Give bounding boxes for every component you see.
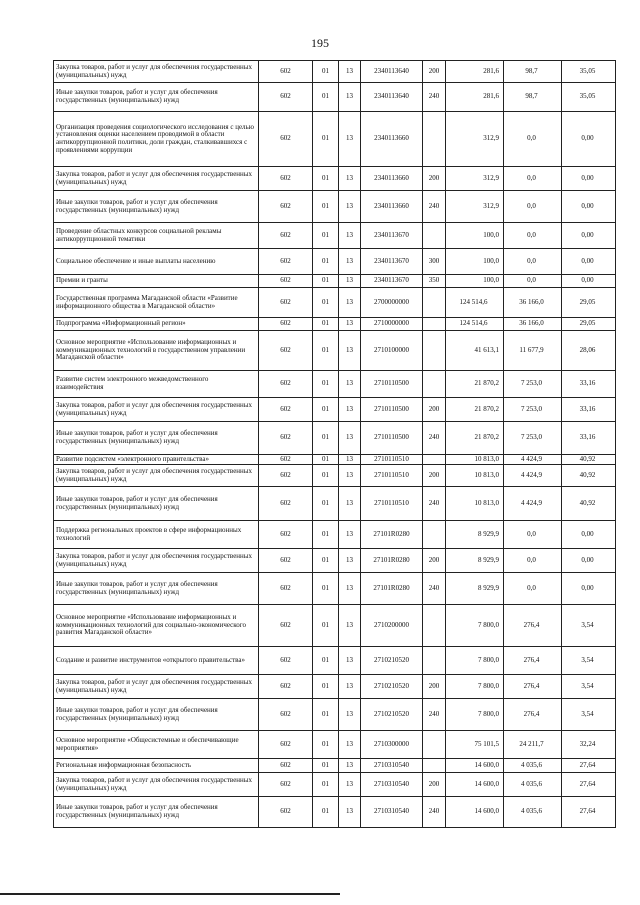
row-execution-percent: 0,00 [562, 249, 616, 275]
row-expense-type: 240 [423, 797, 446, 828]
row-section-code: 01 [313, 61, 339, 83]
row-actual-amount: 98,7 [504, 83, 562, 112]
row-ved-code: 602 [259, 605, 313, 647]
row-ved-code: 602 [259, 371, 313, 398]
row-section-code: 01 [313, 223, 339, 249]
row-section-code: 01 [313, 455, 339, 465]
row-target-article: 27101R0280 [361, 549, 423, 573]
row-target-article: 2710200000 [361, 605, 423, 647]
table-row [54, 521, 616, 549]
table-row [54, 455, 616, 465]
row-subsection-code: 13 [339, 759, 361, 773]
row-target-article: 2710210520 [361, 675, 423, 699]
row-plan-amount: 21 870,2 [446, 398, 504, 422]
row-target-article: 2340113660 [361, 167, 423, 191]
row-target-article: 2710310540 [361, 797, 423, 828]
row-section-code: 01 [313, 699, 339, 731]
row-execution-percent: 40,92 [562, 455, 616, 465]
row-ved-code: 602 [259, 759, 313, 773]
row-ved-code: 602 [259, 573, 313, 605]
row-actual-amount: 4 424,9 [504, 455, 562, 465]
row-expense-type: 200 [423, 167, 446, 191]
row-subsection-code: 13 [339, 288, 361, 318]
row-expense-type: 200 [423, 398, 446, 422]
row-actual-amount: 4 424,9 [504, 487, 562, 521]
row-target-article: 2710110510 [361, 455, 423, 465]
row-section-code: 01 [313, 605, 339, 647]
row-name: Закупка товаров, работ и услуг для обеспечения государственных (муниципальных) нужд [54, 398, 259, 422]
row-actual-amount: 0,0 [504, 521, 562, 549]
row-expense-type: 240 [423, 699, 446, 731]
table-row [54, 223, 616, 249]
row-name: Развитие систем электронного межведомственного взаимодействия [54, 371, 259, 398]
row-name: Развитие подсистем «электронного правительства» [54, 455, 259, 465]
row-execution-percent: 0,00 [562, 521, 616, 549]
row-name: Проведение областных конкурсов социальной рекламы антикоррупционной тематики [54, 223, 259, 249]
row-section-code: 01 [313, 112, 339, 167]
row-subsection-code: 13 [339, 249, 361, 275]
row-subsection-code: 13 [339, 647, 361, 675]
row-subsection-code: 13 [339, 487, 361, 521]
row-actual-amount: 0,0 [504, 275, 562, 288]
row-plan-amount: 100,0 [446, 275, 504, 288]
table-row [54, 371, 616, 398]
row-name: Иные закупки товаров, работ и услуг для обеспечения государственных (муниципальных) нужд [54, 699, 259, 731]
row-subsection-code: 13 [339, 83, 361, 112]
row-execution-percent: 0,00 [562, 275, 616, 288]
row-section-code: 01 [313, 371, 339, 398]
row-execution-percent: 0,00 [562, 167, 616, 191]
row-actual-amount: 7 253,0 [504, 371, 562, 398]
row-ved-code: 602 [259, 731, 313, 759]
row-ved-code: 602 [259, 318, 313, 331]
row-actual-amount: 0,0 [504, 573, 562, 605]
table-row [54, 318, 616, 331]
row-subsection-code: 13 [339, 797, 361, 828]
row-name: Закупка товаров, работ и услуг для обеспечения государственных (муниципальных) нужд [54, 773, 259, 797]
row-plan-amount: 8 929,9 [446, 573, 504, 605]
row-target-article: 2340113660 [361, 112, 423, 167]
row-plan-amount: 124 514,6 [446, 318, 504, 331]
row-expense-type: 240 [423, 422, 446, 455]
row-name: Основное мероприятие «Общесистемные и обеспечивающие мероприятия» [54, 731, 259, 759]
row-ved-code: 602 [259, 699, 313, 731]
row-plan-amount: 10 813,0 [446, 465, 504, 487]
row-target-article: 27101R0280 [361, 573, 423, 605]
row-target-article: 2710110510 [361, 465, 423, 487]
row-actual-amount: 0,0 [504, 112, 562, 167]
row-plan-amount: 7 800,0 [446, 605, 504, 647]
row-ved-code: 602 [259, 487, 313, 521]
row-target-article: 2340113660 [361, 191, 423, 223]
table-row [54, 61, 616, 83]
row-actual-amount: 276,4 [504, 699, 562, 731]
row-actual-amount: 36 166,0 [504, 318, 562, 331]
row-name: Иные закупки товаров, работ и услуг для обеспечения государственных (муниципальных) нужд [54, 797, 259, 828]
row-subsection-code: 13 [339, 465, 361, 487]
row-ved-code: 602 [259, 398, 313, 422]
row-name: Иные закупки товаров, работ и услуг для обеспечения государственных (муниципальных) нужд [54, 83, 259, 112]
row-section-code: 01 [313, 647, 339, 675]
row-actual-amount: 276,4 [504, 647, 562, 675]
row-target-article: 2710210520 [361, 699, 423, 731]
row-name: Государственная программа Магаданской области «Развитие информационного общества в Магаданской области» [54, 288, 259, 318]
row-name: Закупка товаров, работ и услуг для обеспечения государственных (муниципальных) нужд [54, 549, 259, 573]
page-number: 195 [311, 36, 329, 50]
row-subsection-code: 13 [339, 318, 361, 331]
row-expense-type [423, 759, 446, 773]
row-execution-percent: 0,00 [562, 573, 616, 605]
row-target-article: 2710310540 [361, 759, 423, 773]
table-row [54, 112, 616, 167]
row-target-article: 2710110510 [361, 487, 423, 521]
row-subsection-code: 13 [339, 398, 361, 422]
row-expense-type [423, 288, 446, 318]
row-plan-amount: 7 800,0 [446, 647, 504, 675]
row-execution-percent: 40,92 [562, 487, 616, 521]
budget-table [53, 60, 616, 828]
row-ved-code: 602 [259, 773, 313, 797]
row-actual-amount: 276,4 [504, 675, 562, 699]
row-plan-amount: 10 813,0 [446, 455, 504, 465]
table-row [54, 759, 616, 773]
row-actual-amount: 98,7 [504, 61, 562, 83]
row-subsection-code: 13 [339, 549, 361, 573]
row-section-code: 01 [313, 675, 339, 699]
row-name: Организация проведения социологического исследования с целью установления оценки населением проводимой в области антикоррупционной политики, доли граждан, сталкивавшихся с проявлениями коррупции [54, 112, 259, 167]
row-section-code: 01 [313, 773, 339, 797]
row-execution-percent: 29,05 [562, 288, 616, 318]
row-subsection-code: 13 [339, 167, 361, 191]
row-ved-code: 602 [259, 465, 313, 487]
row-ved-code: 602 [259, 167, 313, 191]
row-expense-type [423, 605, 446, 647]
row-expense-type: 240 [423, 487, 446, 521]
row-actual-amount: 7 253,0 [504, 398, 562, 422]
table-row [54, 731, 616, 759]
row-section-code: 01 [313, 275, 339, 288]
row-name: Создание и развитие инструментов «открытого правительства» [54, 647, 259, 675]
table-row [54, 605, 616, 647]
row-expense-type [423, 331, 446, 371]
row-ved-code: 602 [259, 331, 313, 371]
row-section-code: 01 [313, 167, 339, 191]
row-execution-percent: 35,05 [562, 61, 616, 83]
row-execution-percent: 0,00 [562, 549, 616, 573]
row-ved-code: 602 [259, 521, 313, 549]
row-section-code: 01 [313, 759, 339, 773]
row-name: Закупка товаров, работ и услуг для обеспечения государственных (муниципальных) нужд [54, 61, 259, 83]
row-expense-type [423, 647, 446, 675]
row-execution-percent: 32,24 [562, 731, 616, 759]
row-expense-type [423, 112, 446, 167]
row-expense-type [423, 371, 446, 398]
row-name: Основное мероприятие «Использование информационных и коммуникационных технологий в государственном управлении Магаданской области» [54, 331, 259, 371]
row-plan-amount: 312,9 [446, 167, 504, 191]
row-ved-code: 602 [259, 112, 313, 167]
row-ved-code: 602 [259, 675, 313, 699]
row-execution-percent: 0,00 [562, 191, 616, 223]
row-subsection-code: 13 [339, 223, 361, 249]
row-section-code: 01 [313, 521, 339, 549]
row-plan-amount: 312,9 [446, 191, 504, 223]
row-section-code: 01 [313, 249, 339, 275]
row-plan-amount: 7 800,0 [446, 675, 504, 699]
row-target-article: 2710300000 [361, 731, 423, 759]
row-target-article: 2710000000 [361, 318, 423, 331]
row-actual-amount: 4 035,6 [504, 797, 562, 828]
row-expense-type: 200 [423, 465, 446, 487]
row-plan-amount: 21 870,2 [446, 422, 504, 455]
row-plan-amount: 14 600,0 [446, 759, 504, 773]
row-plan-amount: 7 800,0 [446, 699, 504, 731]
row-actual-amount: 4 035,6 [504, 773, 562, 797]
row-target-article: 27101R0280 [361, 521, 423, 549]
row-expense-type: 350 [423, 275, 446, 288]
row-subsection-code: 13 [339, 61, 361, 83]
row-actual-amount: 276,4 [504, 605, 562, 647]
row-target-article: 2710110500 [361, 422, 423, 455]
row-execution-percent: 33,16 [562, 422, 616, 455]
row-subsection-code: 13 [339, 675, 361, 699]
row-subsection-code: 13 [339, 422, 361, 455]
row-name: Иные закупки товаров, работ и услуг для обеспечения государственных (муниципальных) нужд [54, 487, 259, 521]
row-name: Социальное обеспечение и иные выплаты населению [54, 249, 259, 275]
row-plan-amount: 14 600,0 [446, 797, 504, 828]
row-target-article: 2340113640 [361, 61, 423, 83]
row-plan-amount: 14 600,0 [446, 773, 504, 797]
row-subsection-code: 13 [339, 371, 361, 398]
row-actual-amount: 0,0 [504, 223, 562, 249]
row-section-code: 01 [313, 422, 339, 455]
table-row [54, 275, 616, 288]
row-ved-code: 602 [259, 549, 313, 573]
row-subsection-code: 13 [339, 191, 361, 223]
row-target-article: 2710310540 [361, 773, 423, 797]
row-name: Поддержка региональных проектов в сфере информационных технологий [54, 521, 259, 549]
row-subsection-code: 13 [339, 275, 361, 288]
row-target-article: 2710110500 [361, 371, 423, 398]
row-expense-type [423, 223, 446, 249]
row-actual-amount: 0,0 [504, 249, 562, 275]
row-plan-amount: 100,0 [446, 249, 504, 275]
row-expense-type: 200 [423, 61, 446, 83]
table-row [54, 167, 616, 191]
row-expense-type: 200 [423, 675, 446, 699]
row-plan-amount: 100,0 [446, 223, 504, 249]
table-row [54, 797, 616, 828]
row-subsection-code: 13 [339, 331, 361, 371]
row-ved-code: 602 [259, 249, 313, 275]
row-expense-type [423, 318, 446, 331]
row-section-code: 01 [313, 465, 339, 487]
row-expense-type: 300 [423, 249, 446, 275]
row-target-article: 2710210520 [361, 647, 423, 675]
row-section-code: 01 [313, 83, 339, 112]
row-plan-amount: 21 870,2 [446, 371, 504, 398]
table-row [54, 422, 616, 455]
row-plan-amount: 8 929,9 [446, 549, 504, 573]
table-row [54, 465, 616, 487]
row-execution-percent: 40,92 [562, 465, 616, 487]
row-ved-code: 602 [259, 275, 313, 288]
table-row [54, 191, 616, 223]
row-target-article: 2710110500 [361, 398, 423, 422]
row-execution-percent: 0,00 [562, 112, 616, 167]
bottom-rule [0, 893, 340, 895]
row-target-article: 2710100000 [361, 331, 423, 371]
row-section-code: 01 [313, 549, 339, 573]
row-ved-code: 602 [259, 61, 313, 83]
row-name: Региональная информационная безопасность [54, 759, 259, 773]
row-ved-code: 602 [259, 455, 313, 465]
row-execution-percent: 3,54 [562, 699, 616, 731]
table-row [54, 699, 616, 731]
row-ved-code: 602 [259, 83, 313, 112]
row-expense-type: 200 [423, 549, 446, 573]
row-name: Премии и гранты [54, 275, 259, 288]
budget-table-body [54, 61, 616, 828]
table-row [54, 549, 616, 573]
row-section-code: 01 [313, 318, 339, 331]
table-row [54, 288, 616, 318]
row-ved-code: 602 [259, 288, 313, 318]
row-plan-amount: 8 929,9 [446, 521, 504, 549]
row-section-code: 01 [313, 731, 339, 759]
row-expense-type: 240 [423, 573, 446, 605]
row-section-code: 01 [313, 573, 339, 605]
row-section-code: 01 [313, 331, 339, 371]
row-ved-code: 602 [259, 797, 313, 828]
row-name: Закупка товаров, работ и услуг для обеспечения государственных (муниципальных) нужд [54, 465, 259, 487]
row-actual-amount: 24 211,7 [504, 731, 562, 759]
row-target-article: 2700000000 [361, 288, 423, 318]
row-section-code: 01 [313, 487, 339, 521]
row-expense-type [423, 731, 446, 759]
row-expense-type: 200 [423, 773, 446, 797]
row-subsection-code: 13 [339, 699, 361, 731]
row-actual-amount: 0,0 [504, 191, 562, 223]
row-expense-type: 240 [423, 83, 446, 112]
row-target-article: 2340113640 [361, 83, 423, 112]
row-subsection-code: 13 [339, 731, 361, 759]
row-execution-percent: 33,16 [562, 371, 616, 398]
row-name: Иные закупки товаров, работ и услуг для обеспечения государственных (муниципальных) нужд [54, 191, 259, 223]
row-target-article: 2340113670 [361, 275, 423, 288]
table-row [54, 83, 616, 112]
table-row [54, 249, 616, 275]
row-section-code: 01 [313, 288, 339, 318]
table-row [54, 398, 616, 422]
row-subsection-code: 13 [339, 521, 361, 549]
row-name: Закупка товаров, работ и услуг для обеспечения государственных (муниципальных) нужд [54, 675, 259, 699]
row-subsection-code: 13 [339, 773, 361, 797]
row-expense-type: 240 [423, 191, 446, 223]
row-name: Закупка товаров, работ и услуг для обеспечения государственных (муниципальных) нужд [54, 167, 259, 191]
row-actual-amount: 4 424,9 [504, 465, 562, 487]
table-row [54, 773, 616, 797]
row-actual-amount: 36 166,0 [504, 288, 562, 318]
row-actual-amount: 0,0 [504, 549, 562, 573]
row-ved-code: 602 [259, 422, 313, 455]
row-plan-amount: 281,6 [446, 83, 504, 112]
row-subsection-code: 13 [339, 112, 361, 167]
row-subsection-code: 13 [339, 455, 361, 465]
row-section-code: 01 [313, 797, 339, 828]
row-execution-percent: 33,16 [562, 398, 616, 422]
row-name: Иные закупки товаров, работ и услуг для обеспечения государственных (муниципальных) нужд [54, 573, 259, 605]
row-target-article: 2340113670 [361, 249, 423, 275]
table-row [54, 573, 616, 605]
row-execution-percent: 29,05 [562, 318, 616, 331]
row-name: Иные закупки товаров, работ и услуг для обеспечения государственных (муниципальных) нужд [54, 422, 259, 455]
row-plan-amount: 41 613,1 [446, 331, 504, 371]
row-execution-percent: 28,06 [562, 331, 616, 371]
row-plan-amount: 312,9 [446, 112, 504, 167]
row-ved-code: 602 [259, 191, 313, 223]
row-ved-code: 602 [259, 647, 313, 675]
row-target-article: 2340113670 [361, 223, 423, 249]
row-name: Основное мероприятие «Использование информационных и коммуникационных технологий для социально-экономического развития Магаданской области» [54, 605, 259, 647]
table-row [54, 675, 616, 699]
row-plan-amount: 124 514,6 [446, 288, 504, 318]
row-actual-amount: 0,0 [504, 167, 562, 191]
row-actual-amount: 11 677,9 [504, 331, 562, 371]
row-execution-percent: 35,05 [562, 83, 616, 112]
row-section-code: 01 [313, 191, 339, 223]
row-section-code: 01 [313, 398, 339, 422]
row-execution-percent: 27,64 [562, 759, 616, 773]
row-expense-type [423, 455, 446, 465]
row-actual-amount: 4 035,6 [504, 759, 562, 773]
row-expense-type [423, 521, 446, 549]
row-execution-percent: 3,54 [562, 647, 616, 675]
row-subsection-code: 13 [339, 573, 361, 605]
row-execution-percent: 0,00 [562, 223, 616, 249]
row-plan-amount: 10 813,0 [446, 487, 504, 521]
row-execution-percent: 3,54 [562, 675, 616, 699]
row-execution-percent: 3,54 [562, 605, 616, 647]
row-execution-percent: 27,64 [562, 797, 616, 828]
row-actual-amount: 7 253,0 [504, 422, 562, 455]
table-row [54, 487, 616, 521]
table-row [54, 331, 616, 371]
row-ved-code: 602 [259, 223, 313, 249]
table-row [54, 647, 616, 675]
row-name: Подпрограмма «Информационный регион» [54, 318, 259, 331]
row-execution-percent: 27,64 [562, 773, 616, 797]
row-subsection-code: 13 [339, 605, 361, 647]
row-plan-amount: 75 101,5 [446, 731, 504, 759]
row-plan-amount: 281,6 [446, 61, 504, 83]
